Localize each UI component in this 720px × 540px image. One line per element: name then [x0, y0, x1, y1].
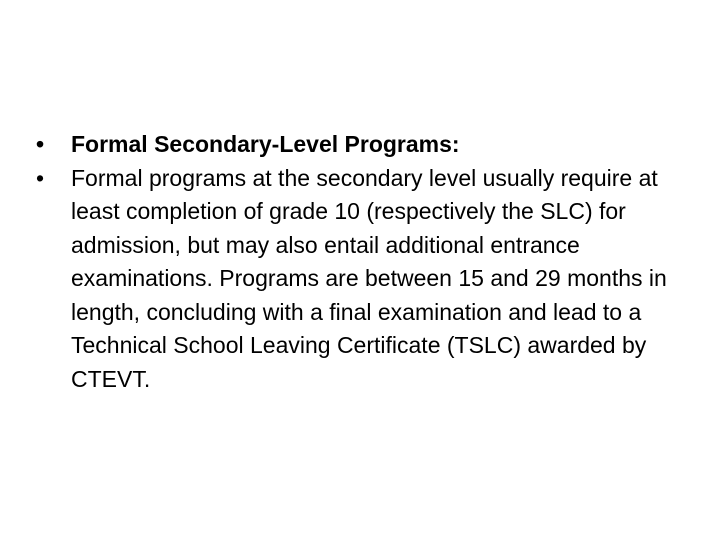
bullet-marker: •	[36, 131, 45, 157]
bullet-list	[30, 128, 700, 396]
bullet-heading-text: Formal Secondary-Level Programs:	[71, 131, 460, 157]
bullet-marker: •	[36, 164, 45, 191]
bullet-body	[30, 162, 700, 397]
bullet-body-text: Formal programs at the secondary level usually require at least completion of grade 10 (respectively the SLC) for admission, but may also entail additional entrance examinations. Programs are between 15 and 29 months in length, concluding with a final examination and lead to a Technical School Leaving Certificate (TSLC) awarded by CTEVT.	[71, 164, 667, 392]
bullet-heading	[30, 128, 700, 162]
